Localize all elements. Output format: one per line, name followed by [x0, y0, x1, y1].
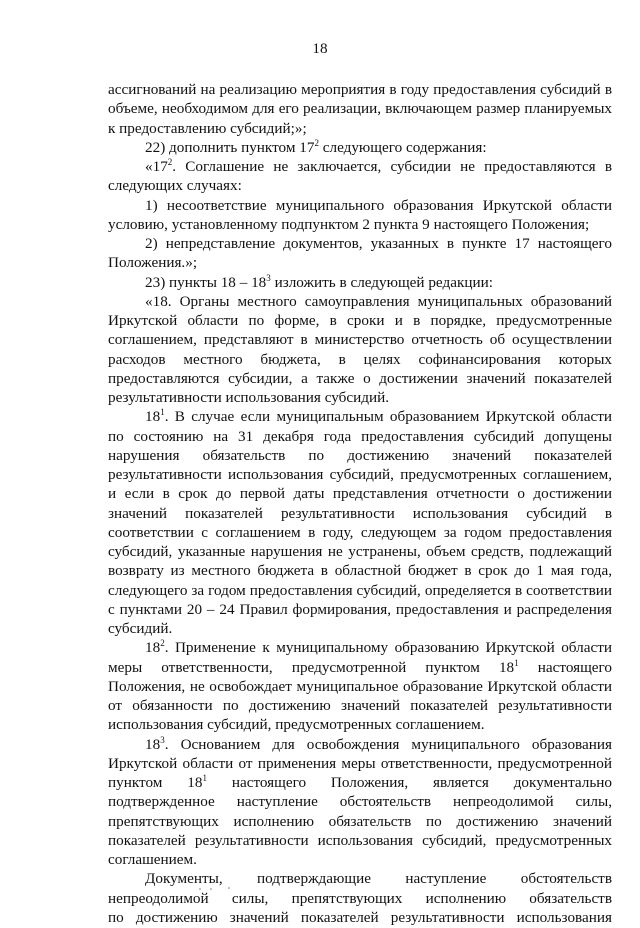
text-line: условию, установленному подпунктом 2 пункта 9 настоящего Положения; — [108, 215, 590, 233]
text-line: объеме, необходимом для его реализации, включающем размер планируемых — [108, 100, 612, 118]
text-line: 23) пункты $18 - 18^3$ изложить в следующей редакции: — [145, 272, 493, 291]
text-line: по достижению значений показателей результативности использования — [108, 908, 612, 926]
text-line: от обязанности по достижению значений показателей результативности — [108, 697, 612, 714]
text-line: соответствии с соглашением в году, следующем за годом предоставления — [108, 523, 612, 541]
text-line: к предоставлению субсидий;»; — [108, 119, 307, 137]
text-line: расходов местного бюджета, в целях софинансирования которых — [108, 350, 612, 368]
text-line: подтвержденное наступление обстоятельств непреодолимой силы, — [108, 793, 612, 811]
text-line: $18^2$. Применение к муниципальному образованию Иркутской области — [145, 638, 612, 657]
text-line: непреодолимой силы, препятствующих исполнению обязательств — [108, 889, 612, 907]
text-line: субсидий, указанные нарушения не устранены, объем средств, подлежащий — [108, 543, 612, 560]
text-line: значений показателей результативности использования субсидий в — [108, 504, 612, 522]
text-line: «$17^2$. Соглашение не заключается, субсидии не предоставляются в — [145, 157, 612, 175]
text-line: 1) несоответствие муниципального образования Иркутской области — [145, 196, 612, 214]
text-line: 2) непредставление документов, указанных в пункте 17 настоящего — [145, 235, 612, 252]
text-line: $18^1$. В случае если муниципальным образованием Иркутской области — [145, 407, 612, 426]
text-line: следующих случаях: — [108, 177, 242, 195]
text-line: результативности использования субсидий, предусмотренных соглашением, — [108, 466, 612, 483]
text-line: $18^3$. Основанием для освобождения муниципального образования — [145, 734, 612, 753]
text-line: с пунктами 20 – 24 Правил формирования, предоставления и распределения — [108, 600, 612, 618]
text-line: следующего за годом предоставления субсидий, определяется в соответствии — [108, 581, 612, 599]
text-line: нарушения обязательств по достижению значений показателей — [108, 446, 612, 464]
text-line: препятствующих исполнению обязательств по достижению значений — [108, 812, 612, 830]
text-line: Положения.»; — [108, 254, 198, 272]
text-line: субсидий. — [108, 620, 173, 637]
text-line: и если в срок до первой даты представления отчетности о достижении — [108, 485, 612, 503]
page-number: 18 — [312, 40, 328, 57]
text-line: показателей результативности использования субсидий, предусмотренных — [108, 831, 612, 849]
text-line: по состоянию на 31 декабря года предоставления субсидий допущены — [108, 427, 612, 445]
text-line: соглашением, представляют в министерство отчетность об осуществлении — [108, 331, 612, 349]
scan-specks — [196, 886, 236, 892]
text-line: Иркутской области по форме, в сроки и в порядке, предусмотренные — [108, 312, 612, 329]
text-line: Положения, не освобождает муниципальное образование Иркутской области — [108, 677, 612, 695]
text-line: возврату из местного бюджета в областной бюджет в срок до 1 мая года, — [108, 562, 612, 580]
text-line: меры ответственности, предусмотренной пунктом $18^1$ настоящего — [108, 657, 612, 676]
text-line: пунктом $18^1$ настоящего Положения, является документально — [108, 773, 612, 791]
text-line: ассигнований на реализацию мероприятия в году предоставления субсидий в — [108, 81, 612, 98]
text-line: «18. Органы местного самоуправления муниципальных образований — [145, 292, 612, 310]
text-line: предоставляются субсидии, а также о достижении значений показателей — [108, 369, 612, 387]
text-line: использования субсидий, предусмотренных соглашением. — [108, 716, 485, 734]
text-line: Иркутской области от применения меры ответственности, предусмотренной — [108, 754, 612, 772]
text-line: 22) дополнить пунктом $17^2$ следующего содержания: — [145, 137, 487, 156]
text-line: соглашением. — [108, 851, 197, 868]
text-line: Документы, подтверждающие наступление обстоятельств — [145, 870, 612, 888]
text-line: результативности использования субсидий. — [108, 389, 390, 406]
